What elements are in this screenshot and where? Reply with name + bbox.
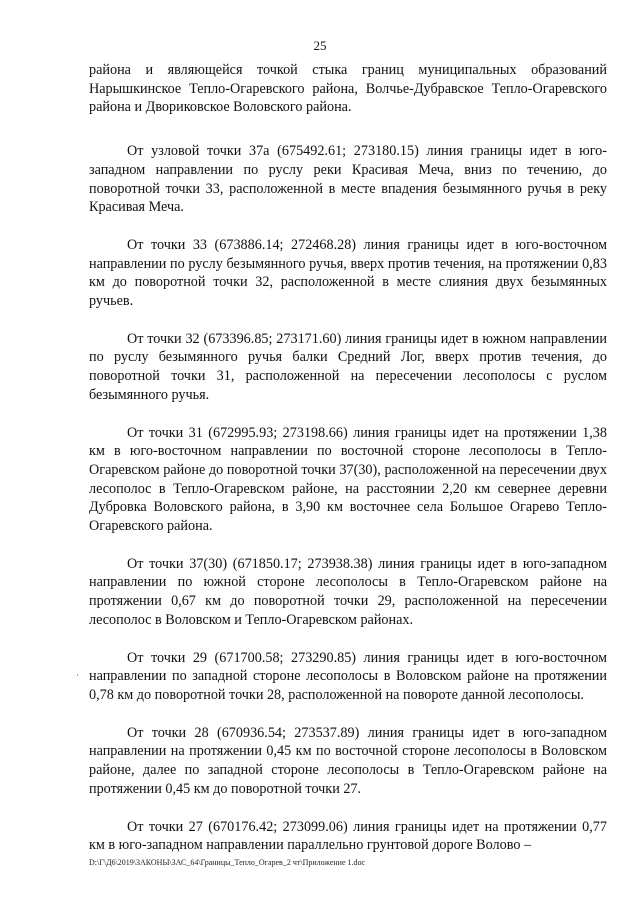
paragraph-point-27: От точки 27 (670176.42; 273099.06) линия границы идет на протяжении 0,77 км в юго-западном направлении параллельно грунтовой дороге Волово – bbox=[89, 818, 607, 854]
paragraph-continuation: района и являющейся точкой стыка границ муниципальных образований Нарышкинское Тепло-Огаревского района, Волчье-Дубравское Тепло-Огаревского района и Двориковское Воловского района. bbox=[89, 62, 607, 116]
paragraph-point-32: От точки 32 (673396.85; 273171.60) линия границы идет в южном направлении по руслу безымянного ручья балки Средний Лог, вверх против течения, до поворотной точки 31, расположенной на пересечении лесополосы с руслом безымянного ручья. bbox=[89, 330, 607, 403]
paragraph-point-29: От точки 29 (671700.58; 273290.85) линия границы идет в юго-восточном направлении по западной стороне лесополосы в Воловском районе на протяжении 0,78 км до поворотной точки 28, расположенной на повороте данной лесополосы. bbox=[89, 649, 607, 703]
paragraph-point-31: От точки 31 (672995.93; 273198.66) линия границы идет на протяжении 1,38 км в юго-восточном направлении по восточной стороне лесополосы в Тепло-Огаревском районе до поворотной точки 37(30), расположенной на пересечении двух лесополос в Тепло-Огаревском районе, на расстоянии 2,20 км севернее деревни Дубровка Воловского района, в 3,90 км восточнее села Большое Огарево Тепло-Огаревского района. bbox=[89, 424, 607, 535]
paragraph-point-37a: От узловой точки 37а (675492.61; 273180.15) линия границы идет в юго-западном направлении по руслу реки Красивая Меча, вниз по течению, до поворотной точки 33, расположенной в месте впадения безымянного ручья в реку Красивая Меча. bbox=[89, 143, 607, 216]
footer-file-path: D:\Г\Д6\2019\ЗАКОНЫ\ЗАС_64\Границы_Тепло_Огарев_2 чт\Приложение 1.doc bbox=[89, 858, 366, 867]
paragraph-point-37-30: От точки 37(30) (671850.17; 273938.38) линия границы идет в юго-западном направлении по южной стороне лесополосы в Тепло-Огаревском районе на протяжении 0,67 км до поворотной точки 29, расположенной на пересечении лесополос в Воловском и Тепло-Огаревском районах. bbox=[89, 555, 607, 628]
stray-mark: · bbox=[76, 670, 79, 680]
paragraph-point-33: От точки 33 (673886.14; 272468.28) линия границы идет в юго-восточном направлении по руслу безымянного ручья, вверх против течения, на протяжении 0,83 км до поворотной точки 32, расположенной в месте слияния двух безымянных ручьев. bbox=[89, 236, 607, 310]
document-body bbox=[89, 61, 607, 874]
paragraph-point-28: От точки 28 (670936.54; 273537.89) линия границы идет в юго-западном направлении на протяжении 0,45 км по восточной стороне лесополосы в Воловском районе, далее по западной стороне лесополосы в Тепло-Огаревском районе на протяжении 0,45 км до поворотной точки 27. bbox=[89, 724, 607, 797]
page-number: 25 bbox=[313, 38, 327, 53]
